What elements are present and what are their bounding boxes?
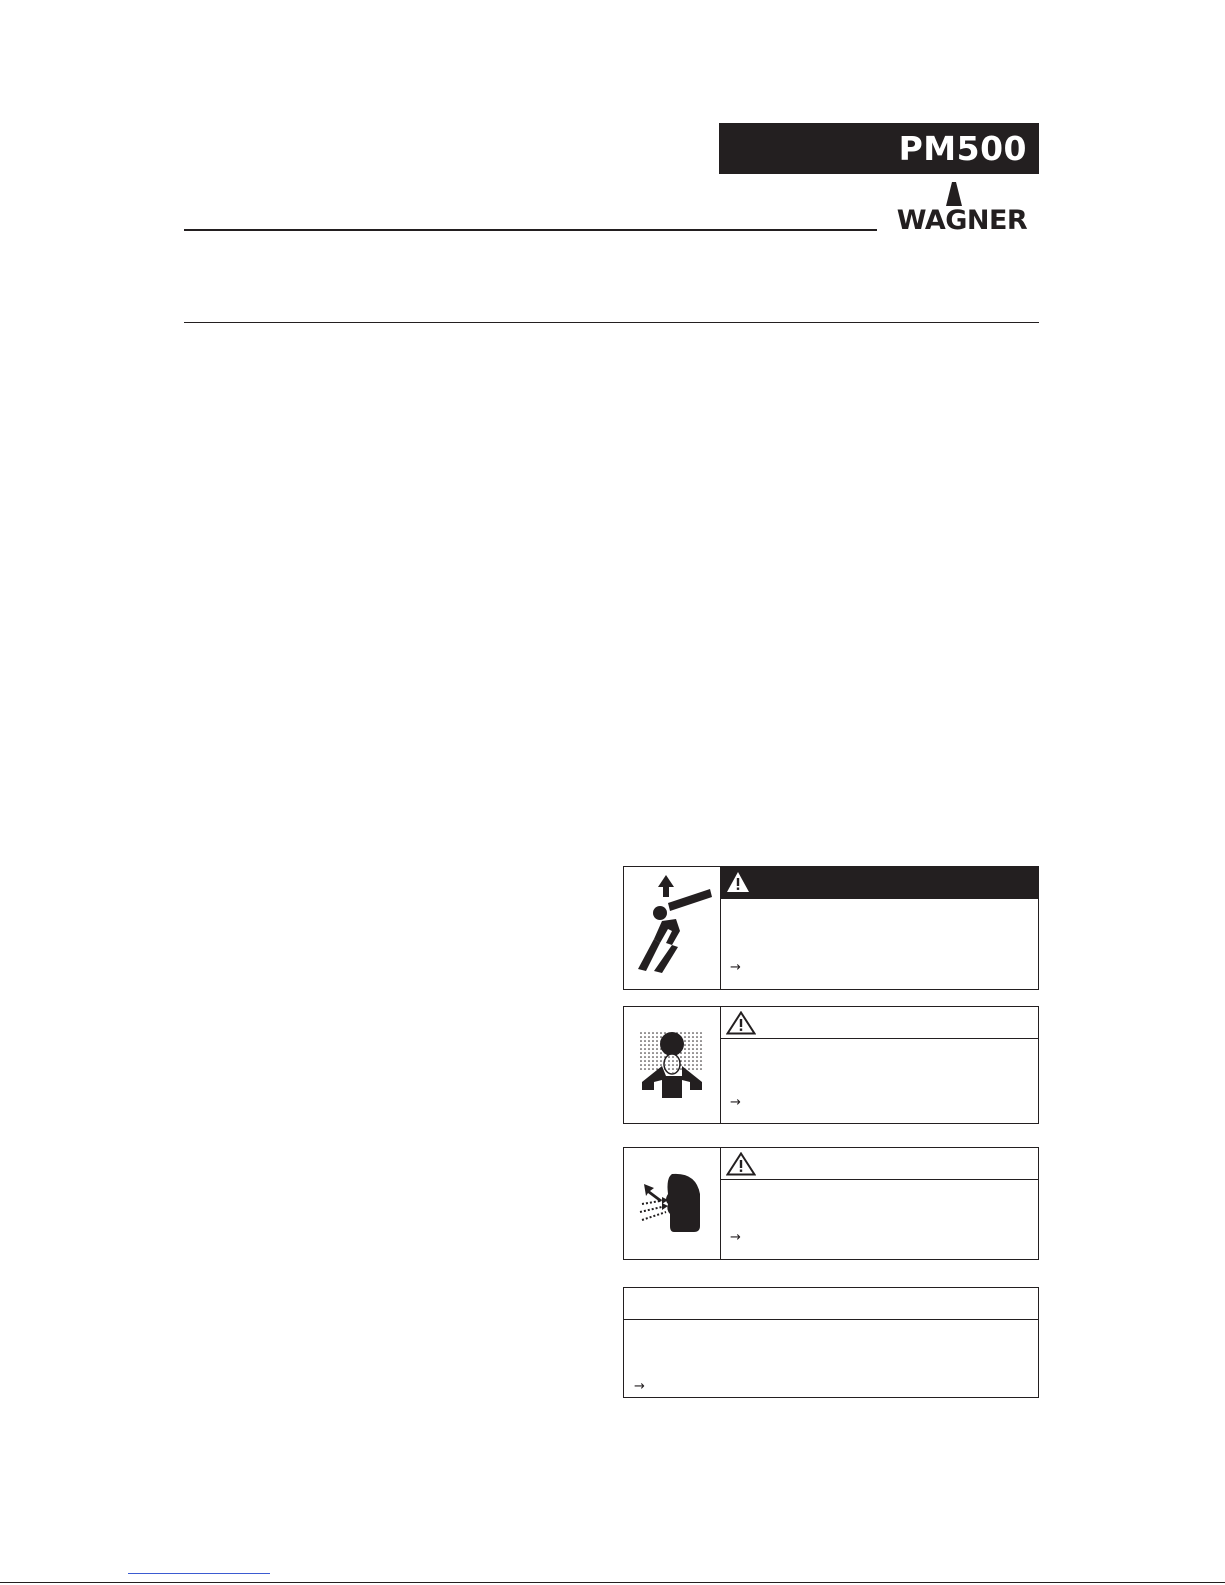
icon-cell — [624, 1148, 721, 1259]
warning-triangle-icon — [726, 871, 750, 893]
icon-cell — [624, 1007, 721, 1123]
warning-box — [623, 1006, 1039, 1124]
danger-header — [720, 867, 1038, 899]
icon-cell — [624, 867, 721, 989]
notice-header — [624, 1288, 1038, 1320]
eye-splash-hazard-icon — [632, 1164, 712, 1244]
inhalation-hazard-icon — [632, 1020, 712, 1110]
bullet-arrow: → — [730, 1230, 741, 1245]
warning-triangle-icon — [726, 1011, 756, 1035]
bullet-arrow: → — [730, 960, 741, 975]
bullet-arrow: → — [634, 1379, 645, 1394]
footer-link-underline[interactable] — [128, 1573, 270, 1574]
injection-hazard-icon — [632, 873, 712, 983]
danger-box — [623, 866, 1039, 990]
header-rule — [184, 229, 877, 231]
warning-box — [623, 1147, 1039, 1260]
model-banner — [719, 123, 1039, 174]
bullet-arrow: → — [730, 1095, 741, 1110]
notice-box — [623, 1287, 1039, 1398]
svg-text:WAGNER: WAGNER — [896, 205, 1028, 232]
footer-rule — [0, 1582, 1225, 1583]
warning-header — [720, 1148, 1038, 1180]
wagner-logo — [884, 182, 1040, 232]
warning-header — [720, 1007, 1038, 1039]
model-name: PM500 — [898, 129, 1027, 168]
warning-triangle-icon — [726, 1152, 756, 1176]
section-rule — [184, 322, 1039, 323]
